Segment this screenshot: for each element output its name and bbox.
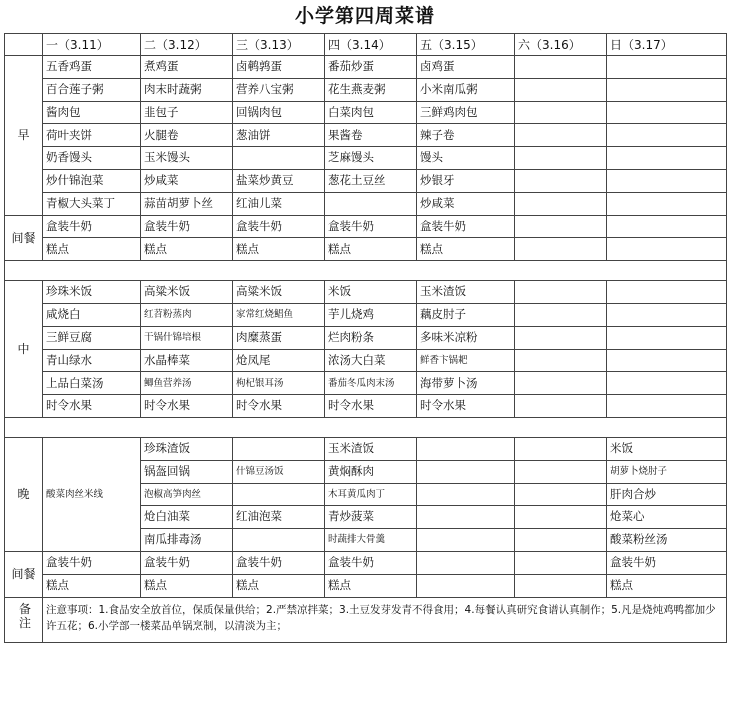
menu-cell: 葱花土豆丝 (325, 169, 417, 192)
menu-cell: 馒头 (417, 147, 515, 170)
menu-cell: 水晶棒菜 (141, 349, 233, 372)
menu-cell: 煮鸡蛋 (141, 56, 233, 79)
menu-cell (515, 483, 607, 506)
menu-cell: 青山绿水 (43, 349, 141, 372)
menu-cell: 芋儿烧鸡 (325, 303, 417, 326)
spacer-cell (5, 261, 727, 281)
menu-cell: 时蔬排大骨羹 (325, 529, 417, 552)
menu-cell: 红苕粉蒸肉 (141, 303, 233, 326)
notes-label-text: 备注 (18, 601, 31, 630)
menu-cell: 糕点 (607, 574, 727, 597)
menu-cell: 果酱卷 (325, 124, 417, 147)
menu-cell: 玉米渣饭 (325, 437, 417, 460)
menu-cell: 珍珠米饭 (43, 281, 141, 304)
menu-cell (607, 281, 727, 304)
menu-cell: 盒装牛奶 (607, 551, 727, 574)
menu-cell: 炒什锦泡菜 (43, 169, 141, 192)
menu-table (4, 33, 727, 643)
menu-cell: 鲫鱼营养汤 (141, 372, 233, 395)
menu-cell: 五香鸡蛋 (43, 56, 141, 79)
menu-cell: 青椒大头菜丁 (43, 192, 141, 215)
menu-cell (417, 574, 515, 597)
menu-cell: 盐菜炒黄豆 (233, 169, 325, 192)
breakfast-label (5, 56, 43, 216)
menu-cell: 时令水果 (233, 395, 325, 418)
menu-cell (607, 215, 727, 238)
menu-cell-merged: 酸菜肉丝米线 (43, 437, 141, 551)
menu-cell: 葱油饼 (233, 124, 325, 147)
menu-cell: 百合莲子粥 (43, 78, 141, 101)
menu-cell: 胡萝卜烧肘子 (607, 460, 727, 483)
menu-cell: 烂肉粉条 (325, 326, 417, 349)
menu-cell: 小米南瓜粥 (417, 78, 515, 101)
menu-cell (515, 395, 607, 418)
spacer-row (5, 417, 727, 437)
dinner-label (5, 437, 43, 551)
menu-cell (607, 192, 727, 215)
menu-cell (515, 215, 607, 238)
menu-cell: 青炒菠菜 (325, 506, 417, 529)
breakfast-label-text: 早 (17, 128, 30, 143)
snack-pm-row (5, 551, 727, 574)
menu-cell (417, 437, 515, 460)
menu-cell (515, 78, 607, 101)
menu-cell: 什锦豆汤饭 (233, 460, 325, 483)
menu-cell: 盒装牛奶 (233, 215, 325, 238)
menu-cell (515, 506, 607, 529)
menu-cell (607, 372, 727, 395)
menu-cell (233, 529, 325, 552)
menu-cell: 蒜苗胡萝卜丝 (141, 192, 233, 215)
lunch-row (5, 395, 727, 418)
spacer-cell (5, 417, 727, 437)
breakfast-row (5, 147, 727, 170)
menu-cell (607, 238, 727, 261)
menu-cell (515, 349, 607, 372)
menu-cell: 糕点 (141, 238, 233, 261)
menu-cell: 咸烧白 (43, 303, 141, 326)
menu-cell: 芝麻馒头 (325, 147, 417, 170)
menu-cell: 枸杞银耳汤 (233, 372, 325, 395)
menu-cell: 酸菜粉丝汤 (607, 529, 727, 552)
menu-cell: 家常红烧鲳鱼 (233, 303, 325, 326)
menu-cell: 奶香馒头 (43, 147, 141, 170)
menu-cell: 番茄冬瓜肉末汤 (325, 372, 417, 395)
menu-cell (233, 483, 325, 506)
menu-cell: 糕点 (43, 238, 141, 261)
menu-cell: 珍珠渣饭 (141, 437, 233, 460)
menu-cell (417, 506, 515, 529)
snack-am-row (5, 238, 727, 261)
menu-cell: 营养八宝粥 (233, 78, 325, 101)
menu-cell (515, 574, 607, 597)
menu-cell: 玉米渣饭 (417, 281, 515, 304)
day-header: 五（3.15） (417, 34, 515, 56)
menu-cell (607, 78, 727, 101)
snack-pm-row (5, 574, 727, 597)
menu-cell (515, 372, 607, 395)
menu-cell: 时令水果 (141, 395, 233, 418)
menu-cell (607, 124, 727, 147)
notes-row (5, 597, 727, 642)
menu-cell (515, 460, 607, 483)
menu-cell (607, 349, 727, 372)
menu-cell (233, 147, 325, 170)
menu-cell (515, 192, 607, 215)
menu-cell: 番茄炒蛋 (325, 56, 417, 79)
snack-pm-label-text: 间餐 (11, 567, 36, 582)
breakfast-row (5, 78, 727, 101)
menu-cell (515, 124, 607, 147)
lunch-label-text: 中 (17, 342, 30, 357)
menu-cell: 白菜肉包 (325, 101, 417, 124)
menu-cell (607, 326, 727, 349)
menu-cell: 炒咸菜 (141, 169, 233, 192)
menu-cell: 火腿卷 (141, 124, 233, 147)
page-title: 小学第四周菜谱 (294, 5, 435, 27)
menu-cell: 肉末时蔬粥 (141, 78, 233, 101)
menu-cell: 炝白油菜 (141, 506, 233, 529)
lunch-row (5, 281, 727, 304)
menu-cell: 黄焖酥肉 (325, 460, 417, 483)
corner-cell (5, 34, 43, 56)
menu-cell (515, 303, 607, 326)
menu-cell (515, 326, 607, 349)
notes-text: 注意事项：1.食品安全放首位，保质保量供给；2.严禁凉拌菜；3.土豆发芽发青不得食用；4.每餐认真研究食谱认真制作；5.凡是烧炖鸡鸭都加少许五花；6.小学部一楼菜品单锅烹制，以清淡为主； (46, 603, 716, 632)
lunch-label (5, 281, 43, 418)
dinner-label-text: 晚 (17, 487, 30, 502)
snack-am-row (5, 215, 727, 238)
menu-cell: 时令水果 (325, 395, 417, 418)
menu-cell: 糕点 (417, 238, 515, 261)
header-row (5, 34, 727, 56)
menu-cell: 鲜香卞锅耙 (417, 349, 515, 372)
menu-cell: 荷叶夹饼 (43, 124, 141, 147)
breakfast-row (5, 124, 727, 147)
menu-cell: 肝肉合炒 (607, 483, 727, 506)
menu-cell: 红油儿菜 (233, 192, 325, 215)
menu-cell: 米饭 (325, 281, 417, 304)
menu-cell: 糕点 (43, 574, 141, 597)
menu-cell (607, 147, 727, 170)
menu-cell (607, 395, 727, 418)
snack-am-label-text: 间餐 (11, 230, 36, 245)
menu-cell: 炝凤尾 (233, 349, 325, 372)
menu-cell: 泡椒高笋肉丝 (141, 483, 233, 506)
menu-cell: 南瓜排毒汤 (141, 529, 233, 552)
lunch-row (5, 326, 727, 349)
menu-cell (325, 192, 417, 215)
menu-cell (515, 56, 607, 79)
menu-cell (515, 169, 607, 192)
lunch-row (5, 303, 727, 326)
menu-cell (515, 238, 607, 261)
menu-cell: 多味米凉粉 (417, 326, 515, 349)
menu-cell (515, 147, 607, 170)
breakfast-row (5, 101, 727, 124)
breakfast-row (5, 56, 727, 79)
menu-cell (515, 437, 607, 460)
menu-cell: 木耳黄瓜肉丁 (325, 483, 417, 506)
dinner-row (5, 437, 727, 460)
menu-cell: 炒银牙 (417, 169, 515, 192)
breakfast-row (5, 192, 727, 215)
menu-cell: 糕点 (233, 574, 325, 597)
menu-cell: 盒装牛奶 (325, 551, 417, 574)
menu-cell: 盒装牛奶 (43, 215, 141, 238)
menu-cell (607, 101, 727, 124)
menu-cell: 酱肉包 (43, 101, 141, 124)
snack-am-label (5, 215, 43, 261)
lunch-row (5, 349, 727, 372)
menu-cell: 时令水果 (43, 395, 141, 418)
menu-cell: 盒装牛奶 (43, 551, 141, 574)
menu-cell (607, 56, 727, 79)
menu-cell: 盒装牛奶 (141, 215, 233, 238)
spacer-row (5, 261, 727, 281)
lunch-row (5, 372, 727, 395)
notes-label (5, 597, 43, 642)
menu-cell (417, 483, 515, 506)
menu-cell: 玉米馒头 (141, 147, 233, 170)
menu-cell: 盒装牛奶 (141, 551, 233, 574)
menu-cell: 高粱米饭 (141, 281, 233, 304)
snack-pm-label (5, 551, 43, 597)
day-header: 四（3.14） (325, 34, 417, 56)
menu-cell: 肉糜蒸蛋 (233, 326, 325, 349)
menu-cell: 藕皮肘子 (417, 303, 515, 326)
menu-cell: 炝菜心 (607, 506, 727, 529)
day-header: 二（3.12） (141, 34, 233, 56)
menu-cell: 锅盔回锅 (141, 460, 233, 483)
menu-cell: 炒咸菜 (417, 192, 515, 215)
menu-cell (417, 529, 515, 552)
menu-cell (515, 281, 607, 304)
menu-cell: 高粱米饭 (233, 281, 325, 304)
menu-cell (515, 551, 607, 574)
menu-cell: 干锅什锦培根 (141, 326, 233, 349)
menu-cell: 糕点 (233, 238, 325, 261)
day-header: 六（3.16） (515, 34, 607, 56)
menu-cell: 卤鸡蛋 (417, 56, 515, 79)
day-header: 一（3.11） (43, 34, 141, 56)
menu-cell: 上品白菜汤 (43, 372, 141, 395)
menu-cell: 花生燕麦粥 (325, 78, 417, 101)
menu-cell: 盒装牛奶 (233, 551, 325, 574)
breakfast-row (5, 169, 727, 192)
notes-cell (43, 597, 727, 642)
day-header: 三（3.13） (233, 34, 325, 56)
menu-cell: 三鲜鸡肉包 (417, 101, 515, 124)
menu-cell: 盒装牛奶 (325, 215, 417, 238)
menu-cell: 辣子卷 (417, 124, 515, 147)
menu-cell (417, 460, 515, 483)
menu-cell: 三鲜豆腐 (43, 326, 141, 349)
menu-cell (607, 303, 727, 326)
menu-cell (607, 169, 727, 192)
menu-cell: 米饭 (607, 437, 727, 460)
menu-cell: 糕点 (141, 574, 233, 597)
menu-cell: 盒装牛奶 (417, 215, 515, 238)
menu-cell: 卤鹌鹑蛋 (233, 56, 325, 79)
menu-cell: 回锅肉包 (233, 101, 325, 124)
menu-cell (515, 529, 607, 552)
menu-cell (233, 437, 325, 460)
menu-cell: 海带萝卜汤 (417, 372, 515, 395)
menu-cell: 糕点 (325, 238, 417, 261)
day-header: 日（3.17） (607, 34, 727, 56)
menu-cell: 浓汤大白菜 (325, 349, 417, 372)
menu-cell (515, 101, 607, 124)
menu-cell: 糕点 (325, 574, 417, 597)
menu-cell: 时令水果 (417, 395, 515, 418)
menu-cell (417, 551, 515, 574)
menu-cell: 红油泡菜 (233, 506, 325, 529)
menu-cell: 韭包子 (141, 101, 233, 124)
